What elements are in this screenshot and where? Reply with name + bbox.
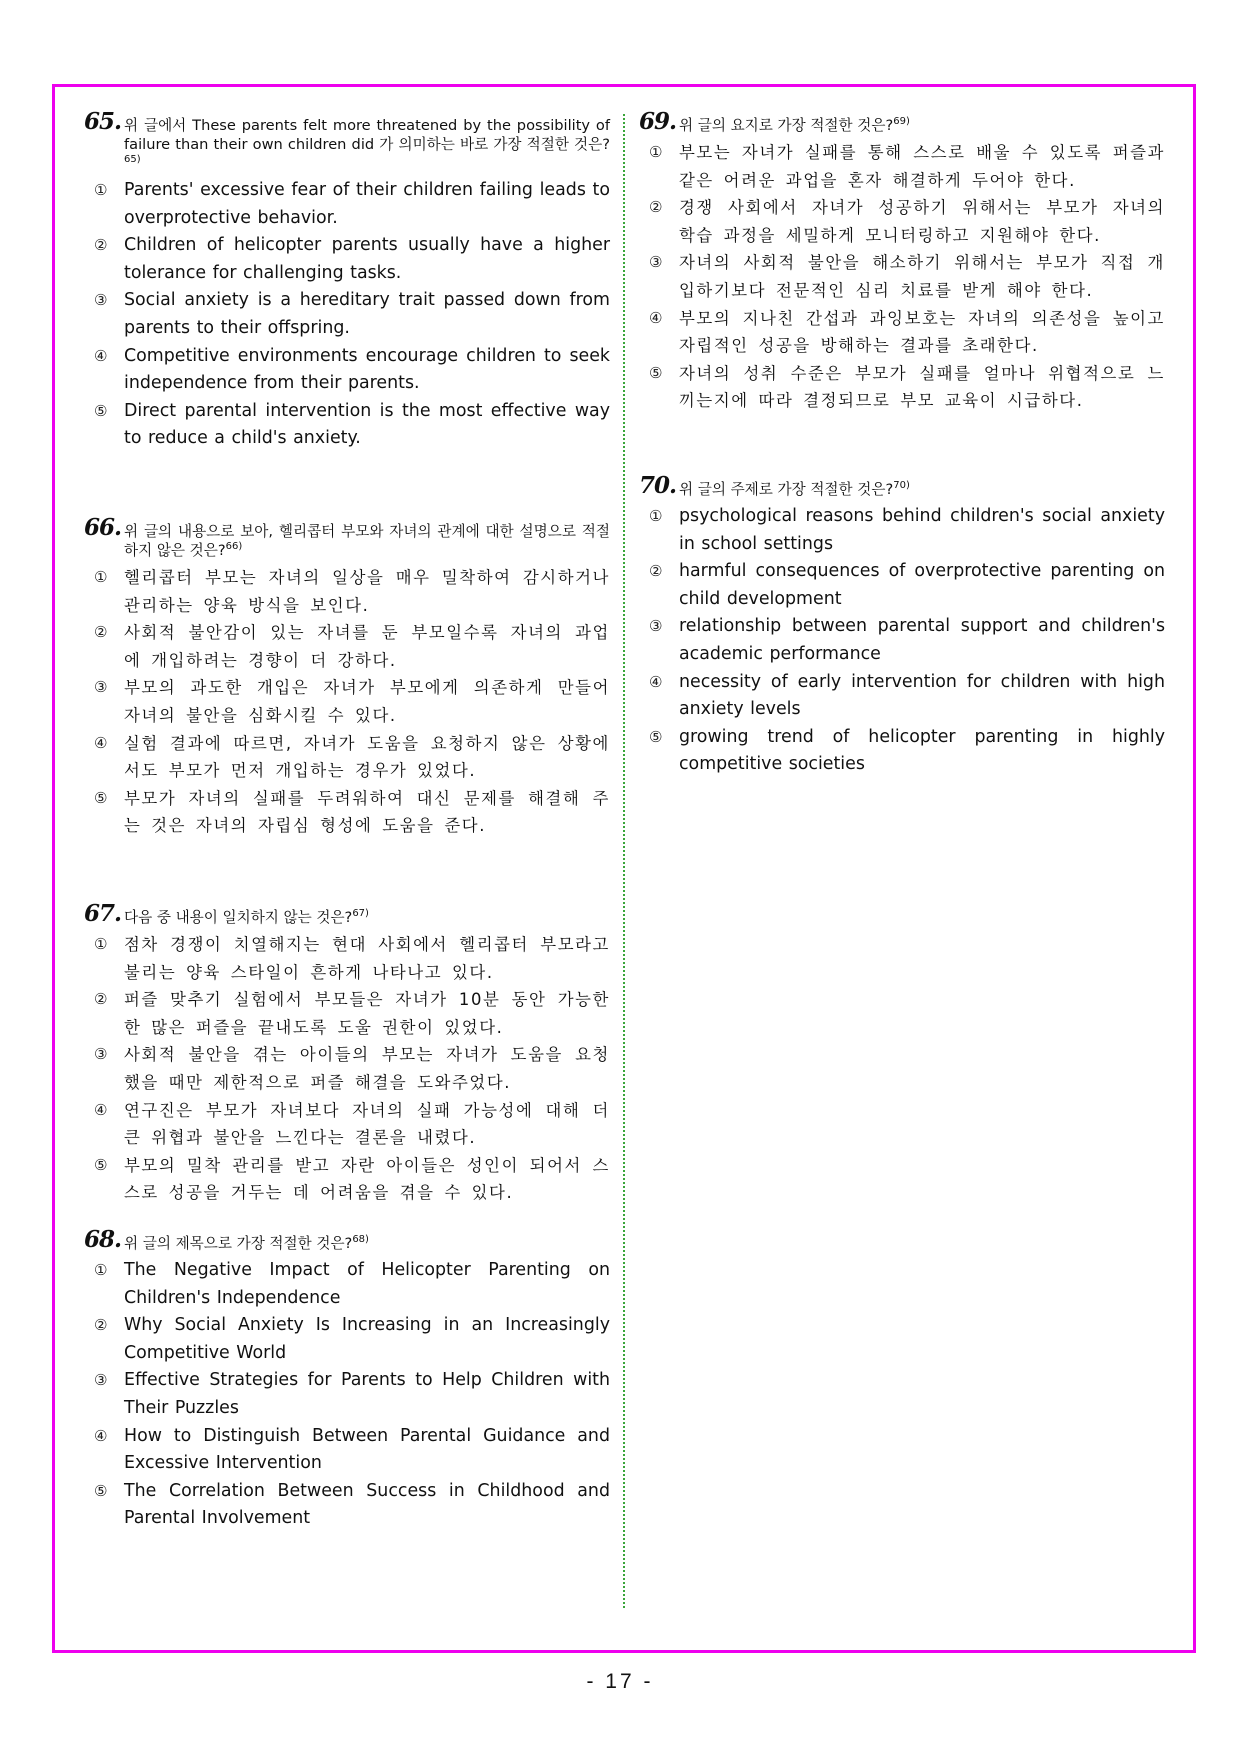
question-67 <box>84 900 610 1207</box>
option-marker: ④ <box>94 346 108 365</box>
option-3[interactable] <box>641 613 1165 668</box>
option-text: 헬리콥터 부모는 자녀의 일상을 매우 밀착하여 감시하거나 관리하는 양육 방식을 보인다. <box>124 568 610 615</box>
prompt-text: 위 글에서 These parents felt more threatened by the possibility of failure than their own children did 가 의미하는 바로 가장 적절한 것은? <box>124 117 610 153</box>
option-5[interactable] <box>86 785 610 840</box>
option-text: 퍼즐 맞추기 실험에서 부모들은 자녀가 10분 동안 가능한 한 많은 퍼즐을 끝내도록 도울 권한이 있었다. <box>124 990 610 1037</box>
answer-options <box>86 931 610 1207</box>
option-2[interactable] <box>86 619 610 674</box>
option-text: psychological reasons behind children's social anxiety in school settings <box>679 506 1165 554</box>
answer-options <box>641 139 1165 415</box>
option-5[interactable] <box>86 398 610 453</box>
prompt-text: 위 글의 내용으로 보아, 헬리콥터 부모와 자녀의 관계에 대한 설명으로 적절하지 않은 것은? <box>124 523 610 559</box>
footnote-ref: 67) <box>352 908 369 920</box>
footnote-ref: 66) <box>225 541 243 553</box>
question-prompt <box>84 514 610 560</box>
option-1[interactable] <box>86 564 610 619</box>
option-3[interactable] <box>86 287 610 342</box>
option-marker: ⑤ <box>94 401 108 420</box>
option-text: The Correlation Between Success in Childhood and Parental Involvement <box>124 1480 610 1529</box>
option-5[interactable] <box>86 1478 610 1533</box>
question-69 <box>639 108 1165 415</box>
option-1[interactable] <box>641 139 1165 194</box>
option-text: Competitive environments encourage children to seek independence from their parents. <box>124 345 610 394</box>
option-marker: ④ <box>94 1426 108 1445</box>
option-text: Social anxiety is a hereditary trait passed down from parents to their offspring. <box>124 290 610 338</box>
option-marker: ⑤ <box>94 788 110 807</box>
column-divider <box>623 114 625 1608</box>
option-2[interactable] <box>641 558 1165 613</box>
option-text: 점차 경쟁이 치열해지는 현대 사회에서 헬리콥터 부모라고 불리는 양육 스타일이 흔하게 나타나고 있다. <box>124 935 610 982</box>
prompt-text: 위 글의 제목으로 가장 적절한 것은? <box>124 1235 353 1252</box>
option-text: Effective Strategies for Parents to Help Children with Their Puzzles <box>124 1370 610 1418</box>
question-number: 70. <box>639 472 677 499</box>
option-marker: ① <box>649 507 663 525</box>
question-65 <box>84 108 610 453</box>
answer-options <box>86 1257 610 1533</box>
footnote-ref: 69) <box>893 116 910 128</box>
option-text: Children of helicopter parents usually have a higher tolerance for challenging tasks. <box>124 235 610 283</box>
option-marker: ④ <box>649 672 663 691</box>
footnote-ref: 70) <box>893 480 910 492</box>
option-text: Parents' excessive fear of their children failing leads to overprotective behavior. <box>124 180 610 228</box>
option-text: 실험 결과에 따르면, 자녀가 도움을 요청하지 않은 상황에서도 부모가 먼저 개입하는 경우가 있었다. <box>124 733 610 781</box>
answer-options <box>86 564 610 840</box>
question-prompt <box>84 900 610 927</box>
page-number: - 17 - <box>586 1670 654 1693</box>
option-marker: ④ <box>649 308 665 327</box>
option-4[interactable] <box>86 343 610 398</box>
question-prompt <box>84 108 610 173</box>
option-text: growing trend of helicopter parenting in highly competitive societies <box>679 726 1165 775</box>
option-marker: ② <box>94 236 108 255</box>
option-marker: ⑤ <box>94 1481 108 1500</box>
question-prompt <box>639 472 1165 499</box>
option-text: Direct parental intervention is the most effective way to reduce a child's anxiety. <box>124 400 610 449</box>
option-2[interactable] <box>86 232 610 287</box>
option-5[interactable] <box>641 724 1165 779</box>
option-marker: ② <box>649 198 665 217</box>
option-4[interactable] <box>86 1423 610 1478</box>
option-text: necessity of early intervention for children with high anxiety levels <box>679 671 1165 720</box>
option-text: harmful consequences of overprotective parenting on child development <box>679 561 1165 609</box>
option-marker: ③ <box>649 253 665 272</box>
question-68 <box>84 1226 610 1533</box>
option-marker: ③ <box>94 1371 108 1390</box>
option-marker: ② <box>94 1316 108 1335</box>
option-5[interactable] <box>641 360 1165 415</box>
option-marker: ③ <box>94 678 110 697</box>
option-text: 부모가 자녀의 실패를 두려워하여 대신 문제를 해결해 주는 것은 자녀의 자립심 형성에 도움을 준다. <box>124 788 610 836</box>
option-text: 자녀의 사회적 불안을 해소하기 위해서는 부모가 직접 개입하기보다 전문적인 심리 치료를 받게 해야 한다. <box>679 253 1165 300</box>
option-marker: ⑤ <box>649 363 665 382</box>
footnote-ref: 68) <box>352 1234 369 1246</box>
option-marker: ③ <box>94 1045 110 1064</box>
option-text: 부모의 지나친 간섭과 과잉보호는 자녀의 의존성을 높이고 자립적인 성공을 방해하는 결과를 초래한다. <box>679 308 1165 356</box>
prompt-text: 위 글의 주제로 가장 적절한 것은? <box>679 481 894 498</box>
option-marker: ① <box>94 935 110 953</box>
question-number: 66. <box>84 514 122 541</box>
option-3[interactable] <box>86 1367 610 1422</box>
question-prompt <box>639 108 1165 135</box>
question-number: 67. <box>84 900 122 927</box>
option-2[interactable] <box>641 194 1165 249</box>
option-text: 부모는 자녀가 실패를 통해 스스로 배울 수 있도록 퍼즐과 같은 어려운 과업을 혼자 해결하게 두어야 한다. <box>679 143 1165 190</box>
option-text: How to Distinguish Between Parental Guidance and Excessive Intervention <box>124 1425 610 1474</box>
question-number: 69. <box>639 108 677 135</box>
answer-options <box>86 177 610 453</box>
option-4[interactable] <box>641 305 1165 360</box>
option-text: 사회적 불안을 겪는 아이들의 부모는 자녀가 도움을 요청했을 때만 제한적으로 퍼즐 해결을 도와주었다. <box>124 1045 610 1092</box>
option-5[interactable] <box>86 1152 610 1207</box>
question-70 <box>639 472 1165 779</box>
option-marker: ② <box>649 562 663 581</box>
option-marker: ① <box>94 1261 108 1279</box>
option-text: The Negative Impact of Helicopter Parenting on Children's Independence <box>124 1260 610 1308</box>
prompt-text: 위 글의 요지로 가장 적절한 것은? <box>679 117 894 134</box>
option-marker: ④ <box>94 1100 110 1119</box>
option-marker: ③ <box>94 291 108 310</box>
option-1[interactable] <box>641 503 1165 558</box>
option-marker: ② <box>94 990 110 1009</box>
question-number: 65. <box>84 108 122 135</box>
option-text: relationship between parental support and children's academic performance <box>679 616 1165 664</box>
option-marker: ① <box>94 568 110 586</box>
option-marker: ⑤ <box>94 1155 110 1174</box>
option-marker: ④ <box>94 733 110 752</box>
question-prompt <box>84 1226 610 1253</box>
option-3[interactable] <box>641 249 1165 304</box>
option-2[interactable] <box>86 986 610 1041</box>
option-4[interactable] <box>86 730 610 785</box>
option-text: 연구진은 부모가 자녀보다 자녀의 실패 가능성에 대해 더 큰 위협과 불안을 느낀다는 결론을 내렸다. <box>124 1100 610 1148</box>
option-2[interactable] <box>86 1312 610 1367</box>
option-marker: ① <box>649 143 665 161</box>
option-1[interactable] <box>86 931 610 986</box>
option-text: 사회적 불안감이 있는 자녀를 둔 부모일수록 자녀의 과업에 개입하려는 경향이 더 강하다. <box>124 623 610 670</box>
option-marker: ⑤ <box>649 727 663 746</box>
question-number: 68. <box>84 1226 122 1253</box>
option-4[interactable] <box>86 1097 610 1152</box>
prompt-text: 다음 중 내용이 일치하지 않는 것은? <box>124 909 353 926</box>
footnote-ref: 65) <box>124 154 141 166</box>
option-3[interactable] <box>86 674 610 729</box>
answer-options <box>641 503 1165 779</box>
option-marker: ③ <box>649 617 663 636</box>
question-66 <box>84 514 610 840</box>
option-text: 부모의 과도한 개입은 자녀가 부모에게 의존하게 만들어 자녀의 불안을 심화시킬 수 있다. <box>124 678 610 725</box>
option-text: 자녀의 성취 수준은 부모가 실패를 얼마나 위협적으로 느끼는지에 따라 결정되므로 부모 교육이 시급하다. <box>679 363 1165 411</box>
option-1[interactable] <box>86 1257 610 1312</box>
option-text: 경쟁 사회에서 자녀가 성공하기 위해서는 부모가 자녀의 학습 과정을 세밀하게 모니터링하고 지원해야 한다. <box>679 198 1165 245</box>
option-text: 부모의 밀착 관리를 받고 자란 아이들은 성인이 되어서 스스로 성공을 거두는 데 어려움을 겪을 수 있다. <box>124 1155 610 1203</box>
option-4[interactable] <box>641 669 1165 724</box>
option-3[interactable] <box>86 1041 610 1096</box>
option-1[interactable] <box>86 177 610 232</box>
option-marker: ① <box>94 181 108 199</box>
option-text: Why Social Anxiety Is Increasing in an Increasingly Competitive World <box>124 1315 610 1363</box>
option-marker: ② <box>94 623 110 642</box>
